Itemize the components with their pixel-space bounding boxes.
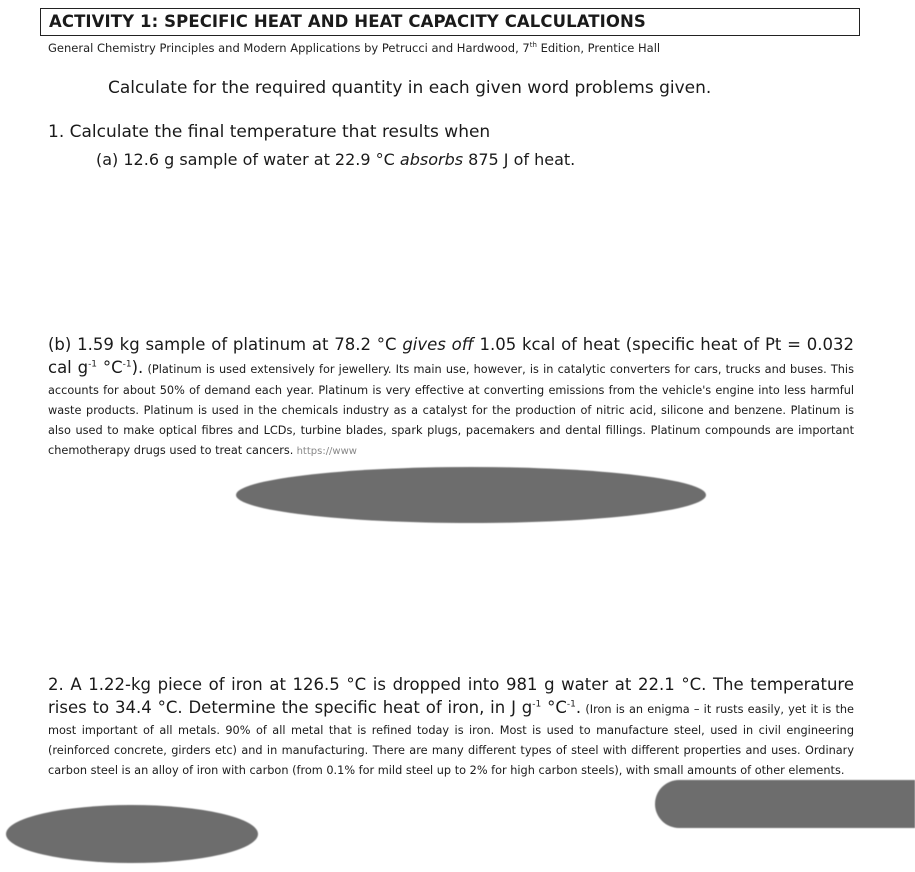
q1b-end: ). <box>131 358 144 377</box>
iron-note: (Iron is an enigma – it rusts easily, yet it is the most important of all metals. 90% of all metal that is refined today is iron. Most is used to manufacture steel, used in civil engineering (reinforced concrete, girders etc) and in manufacturing. There are many different types of steel with different properties and uses. Ordinary carbon steel is an alloy of iron with carbon (from 0.1% for mild steel up to 2% for high carbon steels), with small amounts of other elements. <box>48 703 854 777</box>
q1b-unit: °C <box>97 358 123 377</box>
citation-text-end: Edition, Prentice Hall <box>536 41 661 55</box>
q2-sup2: -1 <box>566 699 576 710</box>
q1b-sup2: -1 <box>122 359 132 370</box>
redaction-mark-1 <box>236 467 706 523</box>
instruction-text: Calculate for the required quantity in each given word problems given. <box>108 78 712 98</box>
platinum-link-fragment: https://www <box>293 446 357 457</box>
redaction-mark-3 <box>6 805 258 863</box>
q1a-text: (a) 12.6 g sample of water at 22.9 °C <box>96 150 400 169</box>
q2-text: 2. A 1.22-kg piece of iron at 126.5 °C is dropped into 981 g water at 22.1 °C. The temperature rises to 34.4 °C. Determine the specific heat of iron, in J g <box>48 675 854 717</box>
q2-sup1: -1 <box>532 699 542 710</box>
redaction-mark-2 <box>655 780 915 828</box>
q1a-text-end: 875 J of heat. <box>463 150 576 169</box>
activity-title: ACTIVITY 1: SPECIFIC HEAT AND HEAT CAPACITY CALCULATIONS <box>40 8 860 36</box>
q1b-emphasis: gives off <box>402 335 474 354</box>
q2-end: . <box>575 698 582 717</box>
question-2 <box>48 673 854 779</box>
q2-unit: °C <box>541 698 567 717</box>
q1b-text: (b) 1.59 kg sample of platinum at 78.2 °C <box>48 335 403 354</box>
citation-text: General Chemistry Principles and Modern Applications by Petrucci and Hardwood, 7 <box>48 41 530 55</box>
question-1a <box>96 150 575 169</box>
source-citation <box>48 41 660 55</box>
platinum-note: (Platinum is used extensively for jewellery. Its main use, however, is in catalytic converters for cars, trucks and buses. This accounts for about 50% of demand each year. Platinum is very effective at converting emissions from the vehicle's engine into less harmful waste products. Platinum is used in the chemicals industry as a catalyst for the production of nitric acid, silicone and benzene. Platinum is also used to make optical fibres and LCDs, turbine blades, spark plugs, pacemakers and dental fillings. Platinum compounds are important chemotherapy drugs used to treat cancers. <box>48 363 854 457</box>
citation-sup: th <box>529 41 537 50</box>
question-1-stem: 1. Calculate the final temperature that results when <box>48 122 491 142</box>
q1b-text-mid: 1.05 kcal of heat (specific heat of Pt = 0.032 cal g <box>48 335 854 377</box>
q1a-emphasis: absorbs <box>399 150 464 169</box>
q1b-sup1: -1 <box>88 359 98 370</box>
question-1b <box>48 333 854 459</box>
